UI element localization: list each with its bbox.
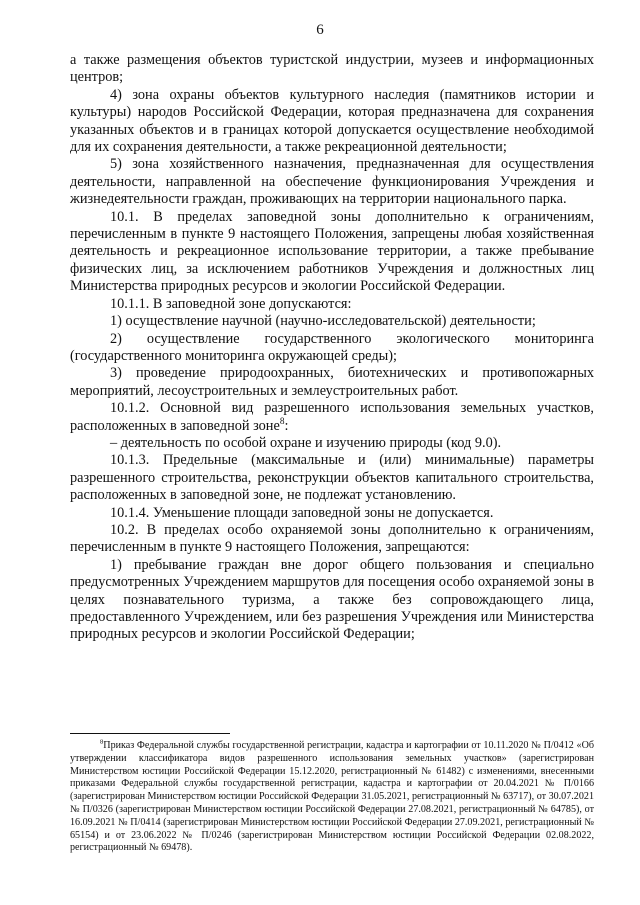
paragraph-10-1-3: 10.1.3. Предельные (максимальные и (или) минимальные) параметры разрешенного строительства, реконструкции объектов капитального строительства, расположенных в заповедной зоне, не подлежат установлению. (70, 452, 594, 504)
body-text (70, 52, 594, 644)
page-number: 6 (316, 22, 324, 38)
paragraph-item-2: 2) осуществление государственного экологического мониторинга (государственного мониторинга окружающей среды); (70, 330, 594, 364)
paragraph-10-1-2 (70, 400, 594, 435)
footnote-divider (70, 733, 230, 734)
paragraph-zone-5: 5) зона хозяйственного назначения, предназначенная для осуществления деятельности, направленной на обеспечение функционирования Учреждения и жизнедеятельности граждан, проживающих на территории национального парка. (70, 156, 594, 208)
paragraph-zone-4: 4) зона охраны объектов культурного наследия (памятников истории и культуры) народов Российской Федерации, которая предназначена для сохранения указанных объектов и в границах которой допускается осуществление необходимой для их сохранения деятельности, а также рекреационной деятельности; (70, 86, 594, 156)
paragraph-10-1-4: 10.1.4. Уменьшение площади заповедной зоны не допускается. (110, 504, 494, 521)
paragraph-item-3: 3) проведение природоохранных, биотехнических и противопожарных мероприятий, лесоустроительных и землеустроительных работ. (70, 365, 594, 399)
footnote (70, 740, 594, 855)
footnote-text: Приказ Федеральной службы государственной регистрации, кадастра и картографии от 10.11.2020 № П/0412 «Об утверждении классификатора видов разрешенного использования земельных участков» (зарегистрирован Министерством юстиции Российской Федерации 15.12.2020, регистрационный № 61482) с изменениями, внесенными приказами Федеральной службы государственной регистрации, кадастра и картографии от 20.04.2021 № П/0166 (зарегистрирован Министерством юстиции Российской Федерации 31.05.2021, регистрационный № 63717), от 30.07.2021 № П/0326 (зарегистрирован Министерством юстиции Российской Федерации 27.08.2021, регистрационный № 64785), от 16.09.2021 № П/0414 (зарегистрирован Министерством юстиции Российской Федерации 27.09.2021, регистрационный № 65154) и от 23.06.2022 № П/0246 (зарегистрирован Министерством юстиции Российской Федерации 02.08.2022, регистрационный № 69478). (70, 740, 594, 854)
paragraph-10-2-item-1: 1) пребывание граждан вне дорог общего пользования и специально предусмотренных Учреждением маршрутов для посещения особо охраняемой зоны в целях познавательного туризма, а также без сопровождающего лица, предоставленного Учреждением, или без разрешения Учреждения или Министерства природных ресурсов и экологии Российской Федерации; (70, 556, 594, 643)
paragraph-museums-continuation: а также размещения объектов туристской индустрии, музеев и информационных центров; (70, 52, 594, 86)
paragraph-item-1: 1) осуществление научной (научно-исследовательской) деятельности; (110, 313, 536, 330)
paragraph-10-1: 10.1. В пределах заповедной зоны дополнительно к ограничениям, перечисленным в пункте 9 настоящего Положения, запрещены любая хозяйственная деятельность и рекреационное использование территории, а также пребывание физических лиц, за исключением работников Учреждения и должностных лиц Министерства природных ресурсов и экологии Российской Федерации. (70, 208, 594, 295)
paragraph-10-1-2-text: 10.1.2. Основной вид разрешенного использования земельных участков, расположенных в заповедной зоне (70, 400, 594, 434)
paragraph-code-9-0: – деятельность по особой охране и изучению природы (код 9.0). (110, 434, 502, 451)
paragraph-10-2: 10.2. В пределах особо охраняемой зоны дополнительно к ограничениям, перечисленным в пункте 9 настоящего Положения, запрещаются: (70, 521, 594, 556)
footnote-mark: 8 (100, 738, 104, 746)
paragraph-10-1-1: 10.1.1. В заповедной зоне допускаются: (110, 295, 352, 312)
footnote-reference[interactable]: 8 (279, 416, 285, 427)
paragraph-10-1-2-tail: : (284, 417, 289, 434)
